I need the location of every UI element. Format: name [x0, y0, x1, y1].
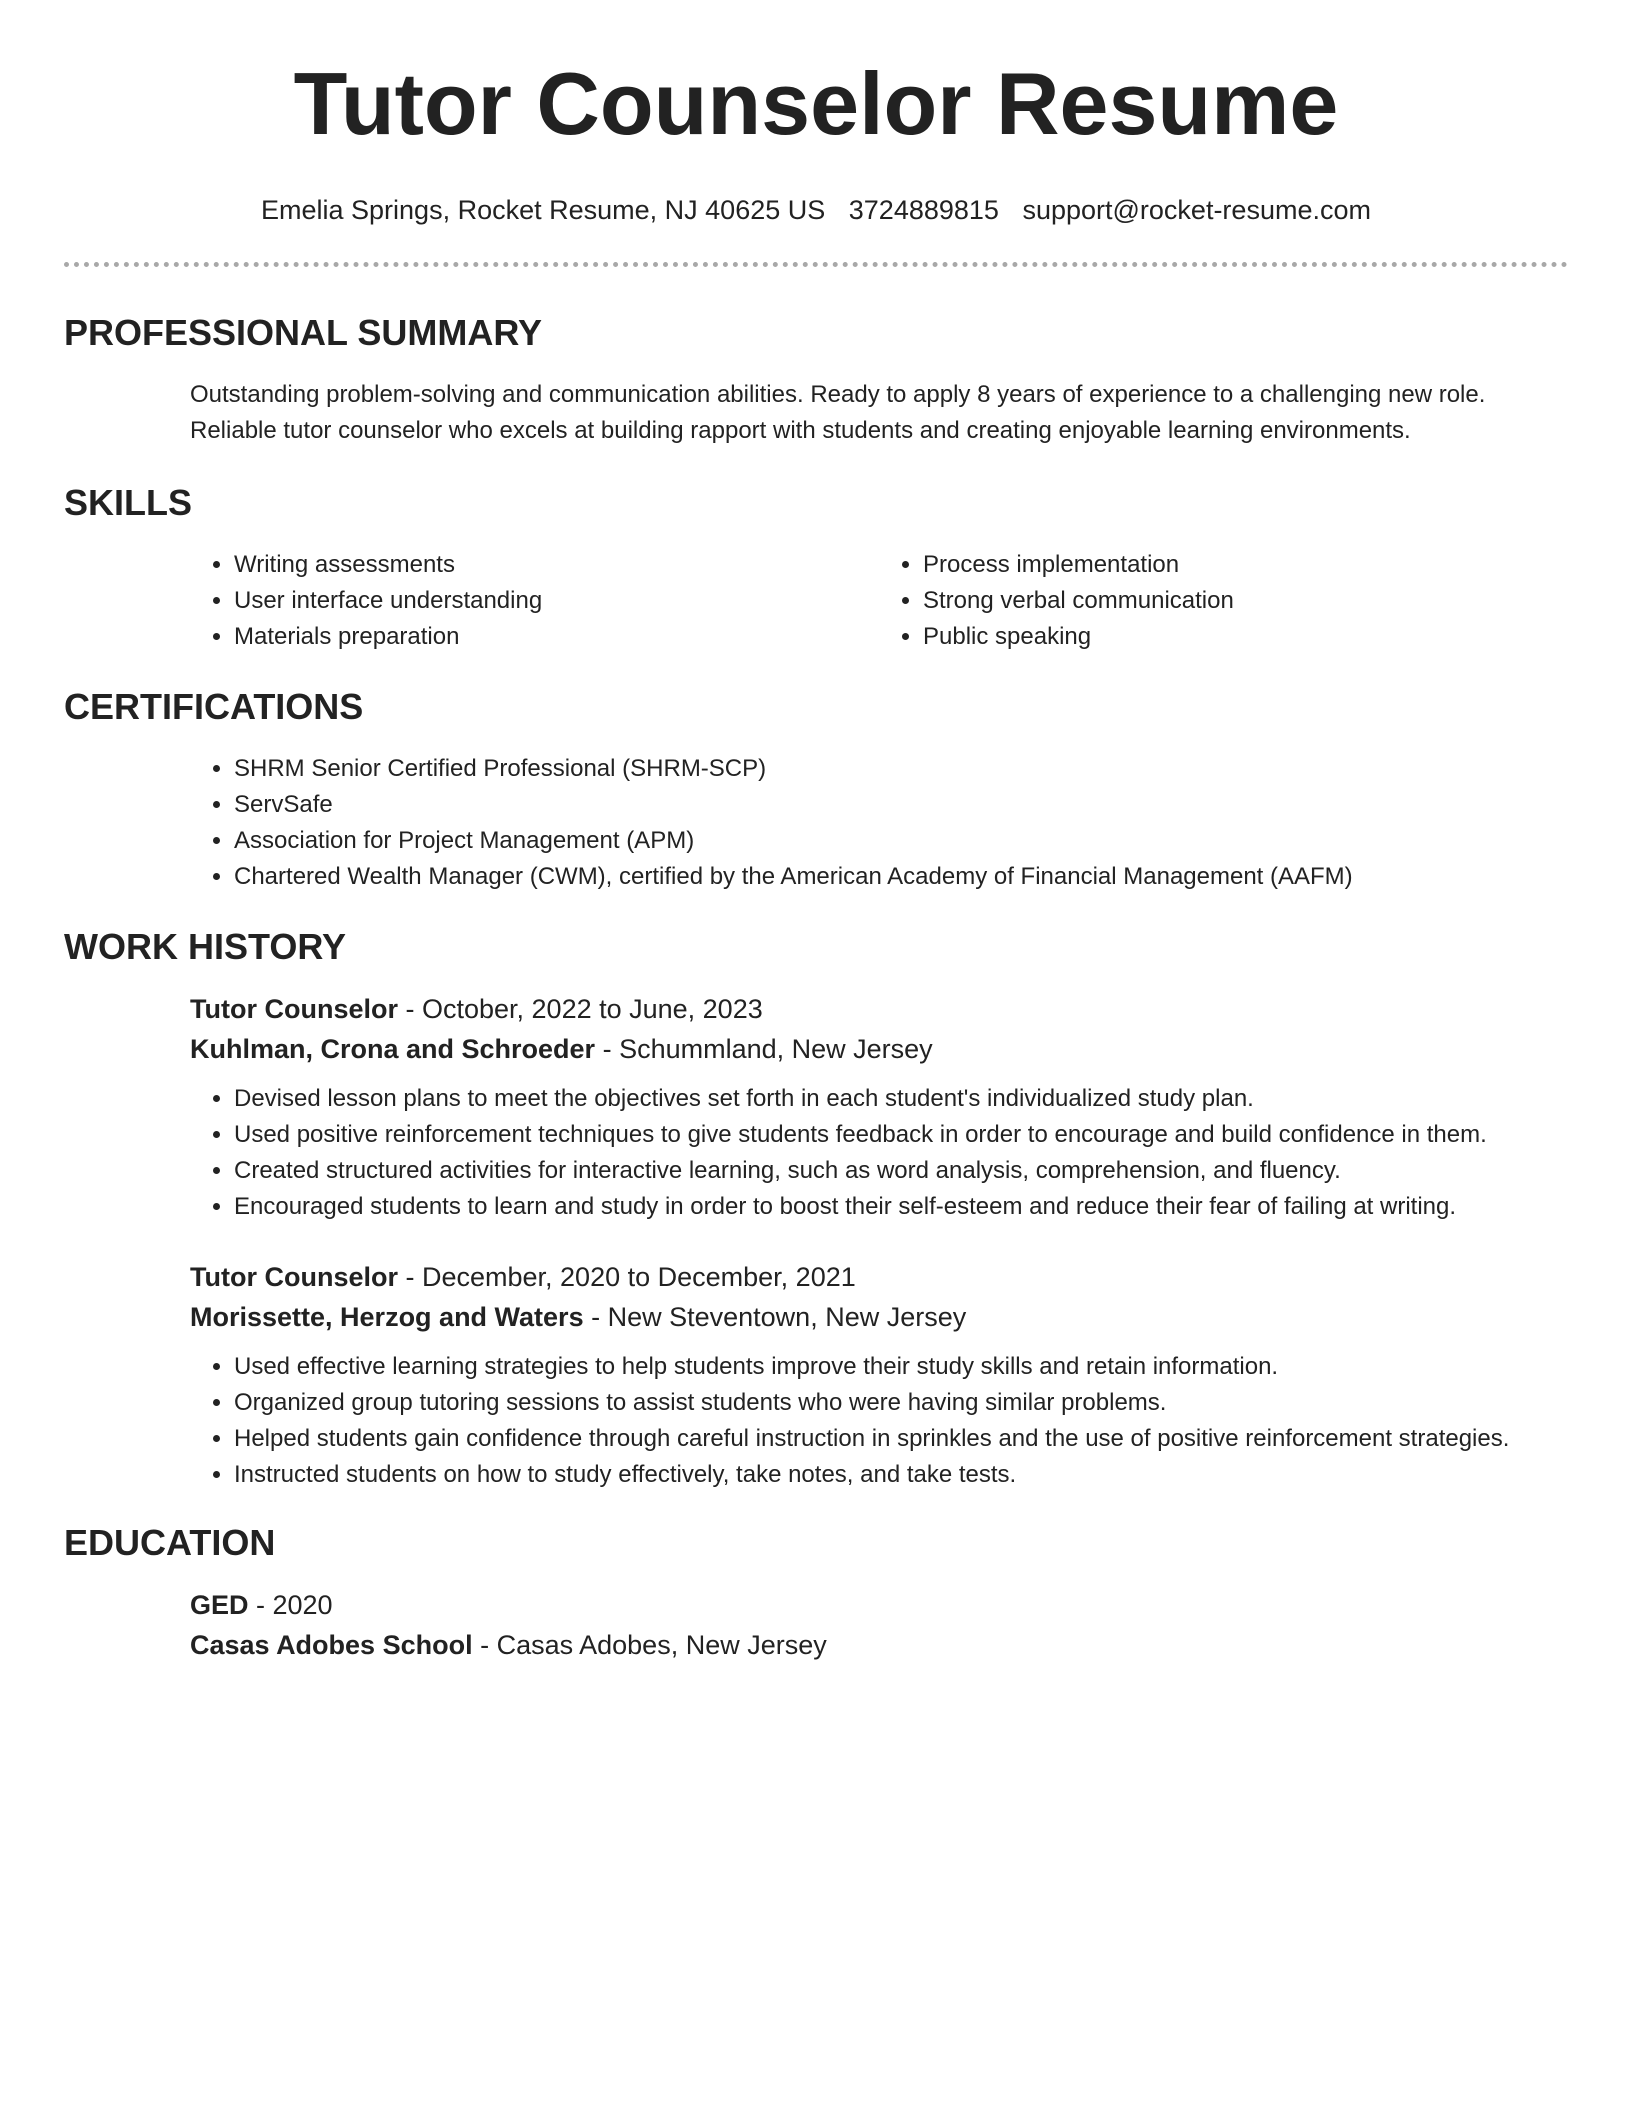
education-degree-line — [190, 1585, 1568, 1625]
skills-list — [190, 547, 1568, 655]
job-bullets — [190, 1349, 1568, 1493]
work-history-section — [64, 925, 1568, 1493]
certifications-section — [64, 685, 1568, 895]
job-company: Morissette, Herzog and Waters — [190, 1302, 584, 1332]
certifications-list — [190, 751, 1568, 895]
education-degree: GED — [190, 1590, 249, 1620]
job-bullet: • Encouraged students to learn and study in order to boost their self-esteem and reduce their fear of failing at writing. — [234, 1189, 1568, 1225]
work-history-body — [190, 989, 1568, 1493]
education-location: - Casas Adobes, New Jersey — [472, 1630, 827, 1660]
skill-item: • Strong verbal communication — [923, 583, 1568, 619]
skills-heading: SKILLS — [64, 482, 193, 523]
education-heading: EDUCATION — [64, 1522, 276, 1563]
job-bullets — [190, 1081, 1568, 1225]
job-entry — [190, 1257, 1568, 1493]
skill-item: • Process implementation — [923, 547, 1568, 583]
skill-item: • Public speaking — [923, 619, 1568, 655]
skills-column-left — [190, 547, 879, 655]
education-year: - 2020 — [248, 1590, 333, 1620]
job-location: - New Steventown, New Jersey — [583, 1302, 967, 1332]
summary-text: Outstanding problem-solving and communication abilities. Ready to apply 8 years of experience to a challenging new role. Reliable tutor counselor who excels at building rapport with students and creating enjoyable learning environments. — [190, 381, 1486, 444]
job-bullet: • Organized group tutoring sessions to assist students who were having similar problems. — [234, 1385, 1568, 1421]
job-bullet: • Helped students gain confidence through careful instruction in sprinkles and the use of positive reinforcement strategies. — [234, 1421, 1568, 1457]
job-bullet: • Devised lesson plans to meet the objectives set forth in each student's individualized study plan. — [234, 1081, 1568, 1117]
certification-item: • Chartered Wealth Manager (CWM), certified by the American Academy of Financial Management (AAFM) — [234, 859, 1568, 895]
job-company-line — [190, 1297, 1568, 1337]
contact-line — [64, 192, 1568, 228]
job-dates: - December, 2020 to December, 2021 — [397, 1262, 856, 1292]
job-title: Tutor Counselor — [190, 994, 398, 1024]
job-bullet: • Used positive reinforcement techniques to give students feedback in order to encourage and build confidence in them. — [234, 1117, 1568, 1153]
job-entry — [190, 989, 1568, 1225]
education-school-line — [190, 1625, 1568, 1665]
summary-section — [64, 311, 1568, 449]
contact-address: Emelia Springs, Rocket Resume, NJ 40625 US — [261, 195, 826, 225]
job-title: Tutor Counselor — [190, 1262, 398, 1292]
contact-phone: 3724889815 — [848, 195, 999, 225]
certifications-heading: CERTIFICATIONS — [64, 686, 364, 727]
job-bullet: • Created structured activities for interactive learning, such as word analysis, comprehension, and fluency. — [234, 1153, 1568, 1189]
summary-heading: PROFESSIONAL SUMMARY — [64, 312, 543, 353]
job-title-line — [190, 1257, 1568, 1297]
skill-item: • Materials preparation — [234, 619, 879, 655]
skills-section — [64, 481, 1568, 655]
certification-item: • ServSafe — [234, 787, 1568, 823]
education-body — [190, 1585, 1568, 1665]
page-title: Tutor Counselor Resume — [293, 54, 1339, 153]
skills-column-right — [879, 547, 1568, 655]
education-school: Casas Adobes School — [190, 1630, 473, 1660]
contact-email: support@rocket-resume.com — [1022, 195, 1371, 225]
header-divider — [64, 262, 1568, 267]
job-bullet: • Used effective learning strategies to help students improve their study skills and retain information. — [234, 1349, 1568, 1385]
education-section — [64, 1521, 1568, 1665]
job-company: Kuhlman, Crona and Schroeder — [190, 1034, 596, 1064]
job-title-line — [190, 989, 1568, 1029]
certification-item: • SHRM Senior Certified Professional (SHRM-SCP) — [234, 751, 1568, 787]
job-bullet: • Instructed students on how to study effectively, take notes, and take tests. — [234, 1457, 1568, 1493]
job-dates: - October, 2022 to June, 2023 — [397, 994, 763, 1024]
certification-item: • Association for Project Management (APM) — [234, 823, 1568, 859]
work-history-heading: WORK HISTORY — [64, 926, 347, 967]
job-company-line — [190, 1029, 1568, 1069]
certifications-body — [190, 751, 1568, 895]
job-location: - Schummland, New Jersey — [595, 1034, 933, 1064]
summary-body — [190, 377, 1568, 449]
skill-item: • User interface understanding — [234, 583, 879, 619]
skill-item: • Writing assessments — [234, 547, 879, 583]
